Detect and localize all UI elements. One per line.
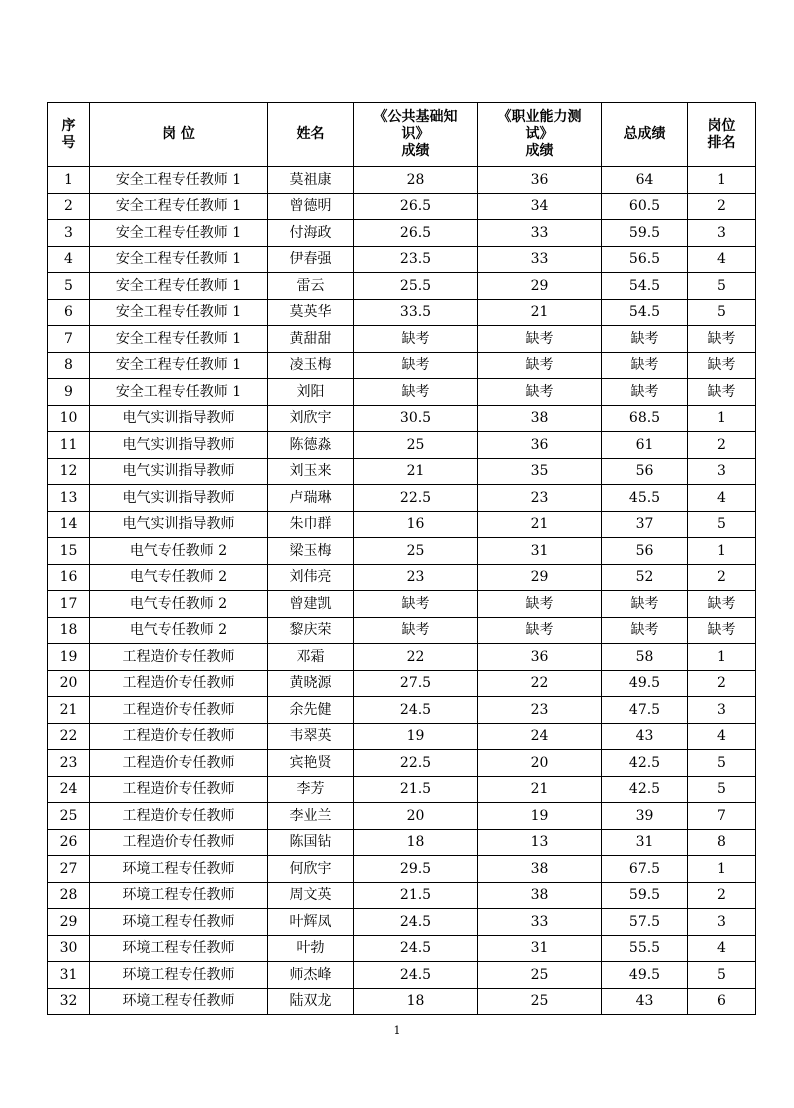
cell-total: 54.5 xyxy=(602,273,688,300)
cell-seq: 15 xyxy=(48,538,90,565)
cell-name: 韦翠英 xyxy=(268,723,354,750)
cell-seq: 5 xyxy=(48,273,90,300)
header-prof-score: 《职业能力测 试》 成绩 xyxy=(478,103,602,167)
cell-public-score: 25 xyxy=(354,538,478,565)
cell-prof-score: 21 xyxy=(478,776,602,803)
cell-rank: 8 xyxy=(688,829,756,856)
cell-rank: 2 xyxy=(688,432,756,459)
cell-public-score: 29.5 xyxy=(354,856,478,883)
cell-post: 电气实训指导教师 xyxy=(90,458,268,485)
table-row xyxy=(48,246,756,273)
cell-rank: 2 xyxy=(688,882,756,909)
cell-seq: 9 xyxy=(48,379,90,406)
table-row xyxy=(48,962,756,989)
cell-post: 工程造价专任教师 xyxy=(90,697,268,724)
cell-prof-score: 13 xyxy=(478,829,602,856)
table-row xyxy=(48,935,756,962)
cell-seq: 32 xyxy=(48,988,90,1015)
cell-rank: 2 xyxy=(688,670,756,697)
cell-seq: 12 xyxy=(48,458,90,485)
cell-public-score: 25.5 xyxy=(354,273,478,300)
cell-public-score: 23 xyxy=(354,564,478,591)
cell-seq: 8 xyxy=(48,352,90,379)
cell-post: 安全工程专任教师 1 xyxy=(90,167,268,194)
cell-public-score: 27.5 xyxy=(354,670,478,697)
table-row xyxy=(48,617,756,644)
cell-prof-score: 21 xyxy=(478,511,602,538)
header-total: 总成绩 xyxy=(602,103,688,167)
cell-post: 电气专任教师 2 xyxy=(90,591,268,618)
cell-name: 陈国钻 xyxy=(268,829,354,856)
cell-name: 朱巾群 xyxy=(268,511,354,538)
cell-prof-score: 38 xyxy=(478,882,602,909)
cell-total: 55.5 xyxy=(602,935,688,962)
cell-public-score: 22.5 xyxy=(354,750,478,777)
table-row xyxy=(48,591,756,618)
cell-name: 雷云 xyxy=(268,273,354,300)
cell-seq: 21 xyxy=(48,697,90,724)
cell-public-score: 缺考 xyxy=(354,591,478,618)
cell-post: 电气专任教师 2 xyxy=(90,564,268,591)
table-row xyxy=(48,458,756,485)
cell-prof-score: 29 xyxy=(478,273,602,300)
table-row xyxy=(48,379,756,406)
cell-total: 60.5 xyxy=(602,193,688,220)
cell-name: 曾德明 xyxy=(268,193,354,220)
cell-rank: 1 xyxy=(688,538,756,565)
cell-prof-score: 缺考 xyxy=(478,379,602,406)
cell-rank: 缺考 xyxy=(688,326,756,353)
cell-total: 缺考 xyxy=(602,326,688,353)
cell-name: 刘伟亮 xyxy=(268,564,354,591)
cell-rank: 4 xyxy=(688,246,756,273)
table-row xyxy=(48,723,756,750)
cell-total: 43 xyxy=(602,988,688,1015)
cell-public-score: 21 xyxy=(354,458,478,485)
cell-prof-score: 36 xyxy=(478,644,602,671)
cell-name: 莫祖康 xyxy=(268,167,354,194)
table-row xyxy=(48,697,756,724)
cell-total: 37 xyxy=(602,511,688,538)
cell-rank: 3 xyxy=(688,220,756,247)
cell-total: 68.5 xyxy=(602,405,688,432)
table-body xyxy=(48,167,756,1015)
cell-prof-score: 31 xyxy=(478,935,602,962)
cell-prof-score: 20 xyxy=(478,750,602,777)
cell-public-score: 24.5 xyxy=(354,962,478,989)
table-row xyxy=(48,564,756,591)
cell-prof-score: 34 xyxy=(478,193,602,220)
cell-rank: 2 xyxy=(688,193,756,220)
cell-prof-score: 33 xyxy=(478,909,602,936)
cell-total: 59.5 xyxy=(602,882,688,909)
cell-post: 安全工程专任教师 1 xyxy=(90,220,268,247)
cell-prof-score: 36 xyxy=(478,167,602,194)
cell-post: 环境工程专任教师 xyxy=(90,962,268,989)
cell-total: 58 xyxy=(602,644,688,671)
cell-post: 电气实训指导教师 xyxy=(90,432,268,459)
cell-public-score: 30.5 xyxy=(354,405,478,432)
cell-name: 卢瑞琳 xyxy=(268,485,354,512)
cell-public-score: 22 xyxy=(354,644,478,671)
cell-total: 64 xyxy=(602,167,688,194)
cell-name: 凌玉梅 xyxy=(268,352,354,379)
cell-seq: 11 xyxy=(48,432,90,459)
cell-public-score: 22.5 xyxy=(354,485,478,512)
cell-prof-score: 38 xyxy=(478,856,602,883)
cell-prof-score: 缺考 xyxy=(478,617,602,644)
cell-total: 56 xyxy=(602,538,688,565)
cell-post: 安全工程专任教师 1 xyxy=(90,273,268,300)
cell-rank: 1 xyxy=(688,405,756,432)
cell-name: 刘玉来 xyxy=(268,458,354,485)
cell-post: 工程造价专任教师 xyxy=(90,803,268,830)
cell-prof-score: 36 xyxy=(478,432,602,459)
cell-post: 环境工程专任教师 xyxy=(90,988,268,1015)
cell-seq: 23 xyxy=(48,750,90,777)
cell-total: 61 xyxy=(602,432,688,459)
cell-rank: 5 xyxy=(688,776,756,803)
cell-total: 49.5 xyxy=(602,962,688,989)
cell-rank: 1 xyxy=(688,644,756,671)
cell-seq: 29 xyxy=(48,909,90,936)
cell-rank: 缺考 xyxy=(688,352,756,379)
cell-seq: 10 xyxy=(48,405,90,432)
cell-prof-score: 38 xyxy=(478,405,602,432)
cell-public-score: 24.5 xyxy=(354,909,478,936)
cell-seq: 1 xyxy=(48,167,90,194)
cell-total: 49.5 xyxy=(602,670,688,697)
cell-public-score: 23.5 xyxy=(354,246,478,273)
cell-name: 李业兰 xyxy=(268,803,354,830)
header-row xyxy=(48,103,756,167)
cell-rank: 3 xyxy=(688,458,756,485)
cell-public-score: 26.5 xyxy=(354,193,478,220)
cell-name: 叶辉凤 xyxy=(268,909,354,936)
cell-total: 47.5 xyxy=(602,697,688,724)
cell-public-score: 24.5 xyxy=(354,697,478,724)
cell-rank: 7 xyxy=(688,803,756,830)
table-row xyxy=(48,538,756,565)
table-row xyxy=(48,485,756,512)
cell-prof-score: 22 xyxy=(478,670,602,697)
header-seq: 序 号 xyxy=(48,103,90,167)
cell-prof-score: 缺考 xyxy=(478,591,602,618)
cell-total: 59.5 xyxy=(602,220,688,247)
cell-total: 57.5 xyxy=(602,909,688,936)
cell-public-score: 缺考 xyxy=(354,326,478,353)
cell-seq: 18 xyxy=(48,617,90,644)
cell-prof-score: 缺考 xyxy=(478,326,602,353)
score-table xyxy=(47,102,756,1015)
cell-post: 工程造价专任教师 xyxy=(90,750,268,777)
cell-prof-score: 25 xyxy=(478,962,602,989)
cell-prof-score: 23 xyxy=(478,697,602,724)
cell-public-score: 21.5 xyxy=(354,882,478,909)
cell-seq: 16 xyxy=(48,564,90,591)
cell-name: 伊春强 xyxy=(268,246,354,273)
cell-prof-score: 25 xyxy=(478,988,602,1015)
cell-total: 缺考 xyxy=(602,352,688,379)
cell-total: 42.5 xyxy=(602,750,688,777)
cell-rank: 4 xyxy=(688,485,756,512)
cell-seq: 27 xyxy=(48,856,90,883)
cell-rank: 1 xyxy=(688,167,756,194)
cell-post: 安全工程专任教师 1 xyxy=(90,246,268,273)
cell-total: 67.5 xyxy=(602,856,688,883)
cell-name: 周文英 xyxy=(268,882,354,909)
cell-total: 45.5 xyxy=(602,485,688,512)
table-row xyxy=(48,882,756,909)
cell-public-score: 26.5 xyxy=(354,220,478,247)
cell-seq: 2 xyxy=(48,193,90,220)
table-row xyxy=(48,829,756,856)
cell-post: 工程造价专任教师 xyxy=(90,644,268,671)
cell-rank: 3 xyxy=(688,697,756,724)
cell-name: 曾建凯 xyxy=(268,591,354,618)
cell-rank: 4 xyxy=(688,723,756,750)
cell-prof-score: 24 xyxy=(478,723,602,750)
cell-rank: 2 xyxy=(688,564,756,591)
cell-prof-score: 29 xyxy=(478,564,602,591)
cell-name: 宾艳贤 xyxy=(268,750,354,777)
table-row xyxy=(48,167,756,194)
cell-rank: 5 xyxy=(688,273,756,300)
cell-rank: 6 xyxy=(688,988,756,1015)
table-row xyxy=(48,909,756,936)
cell-prof-score: 23 xyxy=(478,485,602,512)
cell-public-score: 25 xyxy=(354,432,478,459)
cell-total: 缺考 xyxy=(602,617,688,644)
cell-total: 52 xyxy=(602,564,688,591)
cell-post: 电气实训指导教师 xyxy=(90,405,268,432)
cell-public-score: 18 xyxy=(354,988,478,1015)
cell-rank: 缺考 xyxy=(688,379,756,406)
cell-public-score: 19 xyxy=(354,723,478,750)
table-row xyxy=(48,432,756,459)
cell-post: 安全工程专任教师 1 xyxy=(90,352,268,379)
cell-post: 安全工程专任教师 1 xyxy=(90,299,268,326)
table-row xyxy=(48,776,756,803)
cell-post: 环境工程专任教师 xyxy=(90,882,268,909)
table-row xyxy=(48,511,756,538)
cell-rank: 3 xyxy=(688,909,756,936)
cell-post: 环境工程专任教师 xyxy=(90,909,268,936)
table-row xyxy=(48,220,756,247)
page-number: 1 xyxy=(393,1024,401,1037)
cell-seq: 13 xyxy=(48,485,90,512)
table-row xyxy=(48,856,756,883)
cell-post: 电气实训指导教师 xyxy=(90,511,268,538)
cell-public-score: 21.5 xyxy=(354,776,478,803)
cell-rank: 5 xyxy=(688,750,756,777)
cell-total: 43 xyxy=(602,723,688,750)
table-row xyxy=(48,644,756,671)
cell-public-score: 20 xyxy=(354,803,478,830)
cell-total: 56.5 xyxy=(602,246,688,273)
table-row xyxy=(48,352,756,379)
cell-name: 黄甜甜 xyxy=(268,326,354,353)
cell-rank: 缺考 xyxy=(688,617,756,644)
cell-prof-score: 21 xyxy=(478,299,602,326)
table-row xyxy=(48,299,756,326)
cell-seq: 26 xyxy=(48,829,90,856)
cell-name: 余先健 xyxy=(268,697,354,724)
cell-post: 环境工程专任教师 xyxy=(90,856,268,883)
cell-name: 付海政 xyxy=(268,220,354,247)
cell-seq: 22 xyxy=(48,723,90,750)
cell-name: 师杰峰 xyxy=(268,962,354,989)
cell-name: 莫英华 xyxy=(268,299,354,326)
cell-post: 环境工程专任教师 xyxy=(90,935,268,962)
cell-rank: 1 xyxy=(688,856,756,883)
cell-rank: 缺考 xyxy=(688,591,756,618)
cell-post: 电气实训指导教师 xyxy=(90,485,268,512)
cell-post: 电气专任教师 2 xyxy=(90,617,268,644)
table-row xyxy=(48,326,756,353)
cell-name: 刘欣宇 xyxy=(268,405,354,432)
cell-public-score: 缺考 xyxy=(354,352,478,379)
cell-rank: 5 xyxy=(688,299,756,326)
cell-name: 何欣宇 xyxy=(268,856,354,883)
cell-total: 31 xyxy=(602,829,688,856)
table-row xyxy=(48,273,756,300)
header-post: 岗 位 xyxy=(90,103,268,167)
cell-total: 56 xyxy=(602,458,688,485)
cell-seq: 28 xyxy=(48,882,90,909)
cell-seq: 17 xyxy=(48,591,90,618)
cell-post: 安全工程专任教师 1 xyxy=(90,326,268,353)
cell-post: 电气专任教师 2 xyxy=(90,538,268,565)
cell-name: 黄晓源 xyxy=(268,670,354,697)
cell-total: 42.5 xyxy=(602,776,688,803)
header-public-score: 《公共基础知 识》 成绩 xyxy=(354,103,478,167)
cell-prof-score: 31 xyxy=(478,538,602,565)
cell-seq: 20 xyxy=(48,670,90,697)
cell-public-score: 33.5 xyxy=(354,299,478,326)
cell-public-score: 缺考 xyxy=(354,617,478,644)
table-row xyxy=(48,803,756,830)
table-row xyxy=(48,750,756,777)
cell-public-score: 16 xyxy=(354,511,478,538)
header-name: 姓名 xyxy=(268,103,354,167)
cell-total: 缺考 xyxy=(602,591,688,618)
cell-seq: 31 xyxy=(48,962,90,989)
cell-total: 39 xyxy=(602,803,688,830)
cell-prof-score: 33 xyxy=(478,246,602,273)
table-row xyxy=(48,405,756,432)
cell-rank: 5 xyxy=(688,511,756,538)
cell-prof-score: 35 xyxy=(478,458,602,485)
cell-public-score: 24.5 xyxy=(354,935,478,962)
cell-name: 李芳 xyxy=(268,776,354,803)
table-row xyxy=(48,193,756,220)
cell-name: 叶勃 xyxy=(268,935,354,962)
cell-seq: 7 xyxy=(48,326,90,353)
cell-total: 54.5 xyxy=(602,299,688,326)
cell-total: 缺考 xyxy=(602,379,688,406)
table-row xyxy=(48,988,756,1015)
cell-name: 陈德淼 xyxy=(268,432,354,459)
cell-name: 邓霜 xyxy=(268,644,354,671)
cell-post: 安全工程专任教师 1 xyxy=(90,379,268,406)
cell-post: 工程造价专任教师 xyxy=(90,723,268,750)
cell-rank: 4 xyxy=(688,935,756,962)
cell-seq: 3 xyxy=(48,220,90,247)
cell-name: 梁玉梅 xyxy=(268,538,354,565)
cell-prof-score: 33 xyxy=(478,220,602,247)
cell-rank: 5 xyxy=(688,962,756,989)
table-row xyxy=(48,670,756,697)
cell-seq: 25 xyxy=(48,803,90,830)
cell-name: 陆双龙 xyxy=(268,988,354,1015)
cell-public-score: 缺考 xyxy=(354,379,478,406)
cell-public-score: 28 xyxy=(354,167,478,194)
cell-seq: 19 xyxy=(48,644,90,671)
cell-seq: 30 xyxy=(48,935,90,962)
cell-name: 黎庆荣 xyxy=(268,617,354,644)
cell-seq: 24 xyxy=(48,776,90,803)
cell-post: 工程造价专任教师 xyxy=(90,670,268,697)
header-rank: 岗位 排名 xyxy=(688,103,756,167)
cell-seq: 4 xyxy=(48,246,90,273)
cell-name: 刘阳 xyxy=(268,379,354,406)
cell-seq: 14 xyxy=(48,511,90,538)
cell-public-score: 18 xyxy=(354,829,478,856)
cell-post: 工程造价专任教师 xyxy=(90,829,268,856)
cell-post: 工程造价专任教师 xyxy=(90,776,268,803)
cell-prof-score: 19 xyxy=(478,803,602,830)
cell-post: 安全工程专任教师 1 xyxy=(90,193,268,220)
cell-seq: 6 xyxy=(48,299,90,326)
cell-prof-score: 缺考 xyxy=(478,352,602,379)
